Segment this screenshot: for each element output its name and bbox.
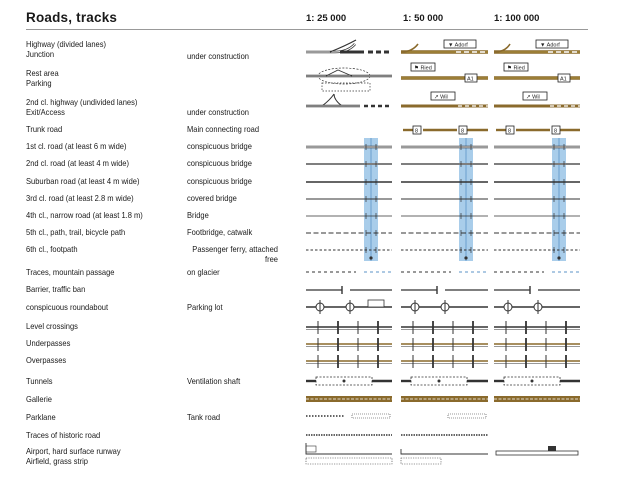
ventilation-shaft-mark [343, 380, 346, 383]
trunk-number-text: 8 [415, 128, 419, 135]
runway-mark [496, 451, 578, 455]
ventilation-shaft-mark [531, 380, 534, 383]
row-label-left: Gallerie [26, 395, 52, 404]
row-label-right: Tank road [187, 413, 221, 422]
row-label-left: 4th cl., narrow road (at least 1.8 m) [26, 211, 143, 220]
ventilation-shaft-mark [438, 380, 441, 383]
trunk-number-text: 8 [554, 128, 558, 135]
exit-name-text: ↗ Wil [434, 94, 448, 101]
row-label-right: conspicuous bridge [187, 159, 252, 168]
scale-header-25000: 1: 25 000 [306, 13, 347, 24]
row-label-left: 6th cl., footpath [26, 245, 78, 254]
parking-lot-mark [368, 300, 384, 307]
row-label-right: under construction [187, 108, 249, 117]
exit-ramp [322, 94, 334, 106]
scale-header-50000: 1: 50 000 [403, 13, 444, 24]
row-label-left: 3rd cl. road (at least 2.8 m wide) [26, 194, 134, 203]
row-label-right: covered bridge [187, 194, 237, 203]
page-title: Roads, tracks [26, 10, 118, 25]
row-label-left: Trunk road [26, 125, 63, 134]
row-label-left: Suburban road (at least 4 m wide) [26, 177, 140, 186]
grass-strip-mark [401, 458, 441, 464]
runway-mark [306, 443, 392, 454]
highway-number-text: A1 [467, 76, 474, 83]
row-label-left: 5th cl., path, trail, bicycle path [26, 228, 126, 237]
ferry-mark [464, 256, 467, 259]
row-label-right: Footbridge, catwalk [187, 228, 253, 237]
runway-mark [401, 449, 488, 454]
exit-sign-text: ▼ Adorf [540, 42, 560, 49]
row-label-right: Main connecting road [187, 125, 260, 134]
trunk-number-text: 8 [508, 128, 512, 135]
rest-sign-text: ⚑ Ried [414, 65, 432, 72]
row-label-left: Highway (divided lanes) Junction [26, 40, 106, 59]
row-label-left: Overpasses [26, 356, 67, 365]
row-label-right: Parking lot [187, 303, 223, 312]
runway-mark [306, 446, 316, 452]
row-label-left: 2nd cl. road (at least 4 m wide) [26, 159, 129, 168]
row-label-left: Rest area Parking [26, 69, 59, 88]
exit-sign-text: ▼ Adorf [448, 42, 468, 49]
row-label-right: on glacier [187, 268, 220, 277]
row-label-left: Tunnels [26, 377, 53, 386]
row-label-left: Airport, hard surface runway Airfield, grass strip [26, 447, 121, 466]
airport-building-mark [548, 446, 556, 451]
exit-name-text: ↗ Wil [526, 94, 540, 101]
row-label-right: Ventilation shaft [187, 377, 241, 386]
row-label-left: 1st cl. road (at least 6 m wide) [26, 142, 127, 151]
scale-header-100000: 1: 100 000 [494, 13, 540, 24]
ferry-mark [369, 256, 372, 259]
row-label-left: conspicuous roundabout [26, 303, 109, 312]
row-label-right: Bridge [187, 211, 209, 220]
ferry-mark [557, 256, 560, 259]
row-label-left: Underpasses [26, 339, 71, 348]
row-label-right: Passenger ferry, attached free [192, 245, 278, 264]
highway-number-text: A1 [560, 76, 567, 83]
exit-ramp [334, 94, 342, 106]
row-label-left: Barrier, traffic ban [26, 285, 86, 294]
row-label-left: Level crossings [26, 322, 78, 331]
row-label-right: under construction [187, 52, 249, 61]
row-label-left: Traces of historic road [26, 431, 101, 440]
row-label-left: Traces, mountain passage [26, 268, 115, 277]
row-label-right: conspicuous bridge [187, 177, 252, 186]
rest-sign-text: ⚑ Ried [507, 65, 525, 72]
grass-strip-mark [306, 458, 392, 464]
row-label-right: conspicuous bridge [187, 142, 252, 151]
row-label-left: Parklane [26, 413, 56, 422]
row-label-left: 2nd cl. highway (undivided lanes) Exit/Access [26, 98, 138, 117]
trunk-number-text: 8 [461, 128, 465, 135]
tank-road-mark [448, 414, 486, 418]
tank-road-mark [352, 414, 390, 418]
